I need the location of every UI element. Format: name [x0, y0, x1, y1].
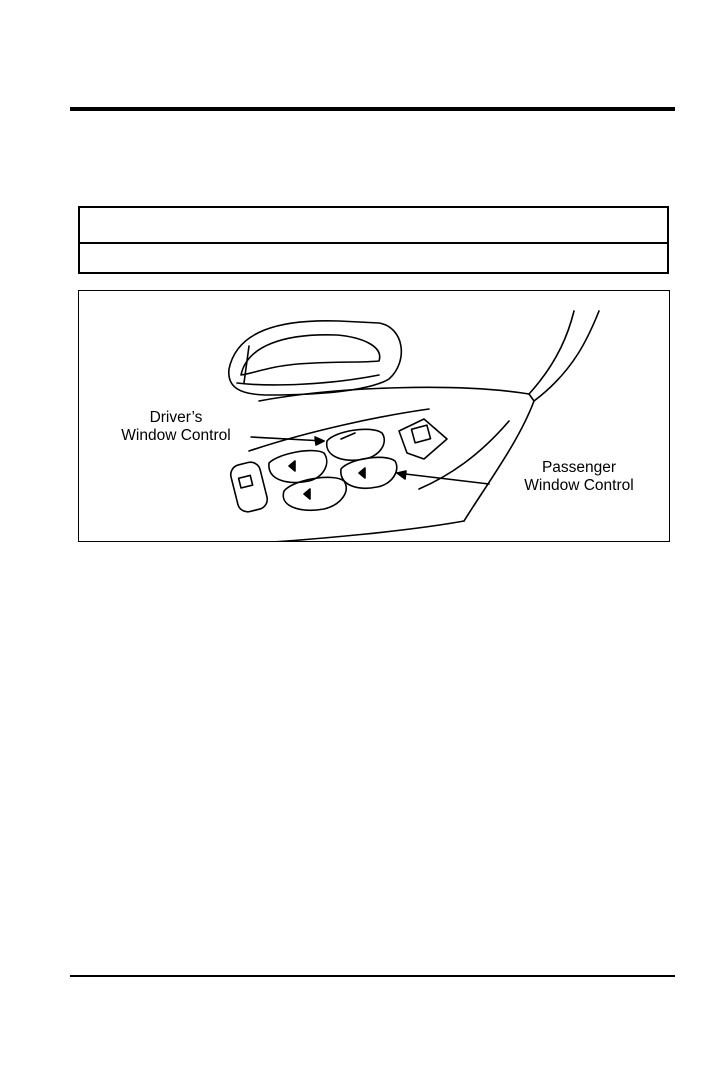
mirror-control — [399, 419, 447, 459]
door-handle-recess — [241, 335, 380, 375]
driver-label-line2: Window Control — [121, 427, 231, 444]
warning-box — [78, 206, 669, 274]
lock-switch — [229, 460, 270, 514]
passenger-label-line2: Window Control — [524, 477, 634, 494]
footer-rule — [70, 975, 675, 977]
passenger-callout-leader — [397, 473, 489, 484]
header-rule — [70, 107, 675, 111]
window-control-illustration — [78, 290, 670, 542]
passenger-window-control-label — [494, 459, 664, 495]
door-trim-upper — [259, 387, 529, 401]
warning-box-divider — [80, 242, 667, 244]
door-trim-edge — [529, 311, 574, 394]
driver-callout-leader — [251, 437, 324, 441]
driver-window-control-label — [101, 409, 251, 445]
window-switch-driver — [327, 429, 385, 460]
driver-label-line1: Driver’s — [149, 409, 203, 426]
window-switch-passenger — [341, 457, 397, 488]
passenger-label-line1: Passenger — [541, 459, 617, 476]
